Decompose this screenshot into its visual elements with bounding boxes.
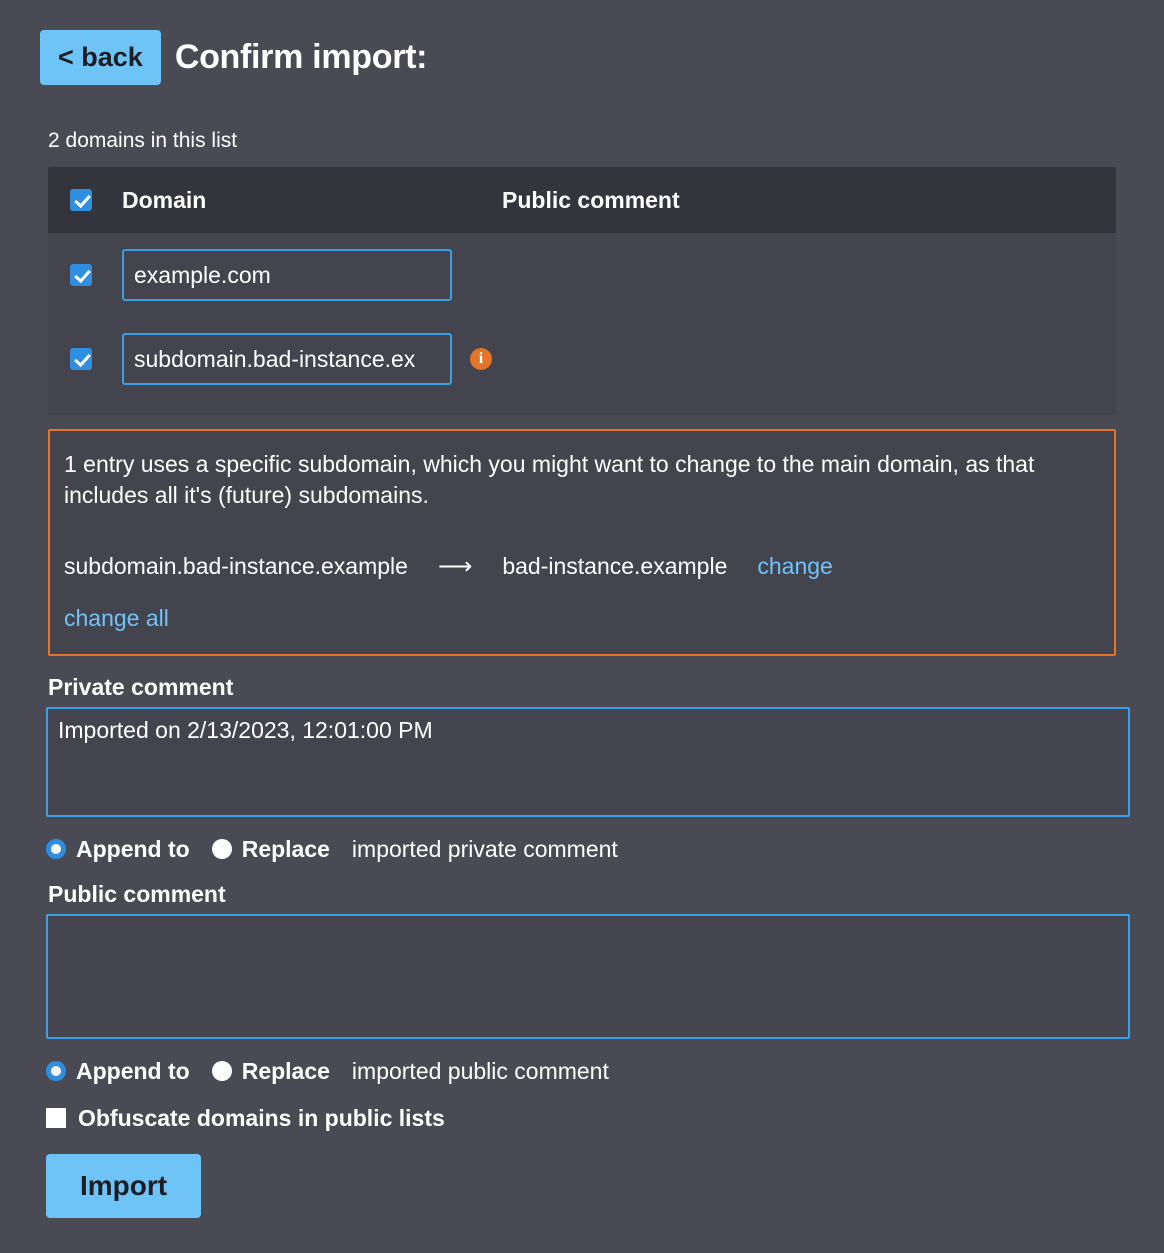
warning-suggestion-row xyxy=(64,552,1094,581)
row-checkbox[interactable] xyxy=(70,264,92,286)
private-append-label: Append to xyxy=(76,835,190,862)
arrow-right-icon: ⟶ xyxy=(437,552,473,580)
page-title: Confirm import: xyxy=(174,38,428,76)
table-body xyxy=(48,233,1116,415)
public-comment-input[interactable] xyxy=(46,914,1130,1039)
obfuscate-row[interactable] xyxy=(46,1105,1164,1132)
public-comment-mode-row xyxy=(46,1058,1164,1085)
domain-input[interactable] xyxy=(122,333,452,385)
private-mode-tail-text: imported private comment xyxy=(351,835,618,862)
warning-from-domain: subdomain.bad-instance.example xyxy=(64,552,408,579)
private-replace-label: Replace xyxy=(241,835,330,862)
row-checkbox[interactable] xyxy=(70,348,92,370)
subdomain-warning-panel xyxy=(48,429,1116,656)
public-mode-tail-text: imported public comment xyxy=(351,1057,609,1084)
domains-table xyxy=(48,167,1116,415)
table-row xyxy=(70,233,1116,317)
back-button[interactable]: < back xyxy=(40,30,161,85)
warning-to-domain: bad-instance.example xyxy=(502,552,728,579)
private-append-radio[interactable] xyxy=(46,839,66,859)
row-select-cell[interactable] xyxy=(70,264,122,286)
column-header-domain: Domain xyxy=(122,186,207,213)
table-row xyxy=(70,317,1116,401)
private-comment-mode-row xyxy=(46,836,1164,863)
obfuscate-label: Obfuscate domains in public lists xyxy=(78,1104,445,1131)
domain-count-text: 2 domains in this list xyxy=(48,129,238,152)
column-header-public-comment: Public comment xyxy=(502,186,680,213)
change-all-row xyxy=(64,605,1094,632)
obfuscate-checkbox[interactable] xyxy=(46,1108,66,1128)
select-all-checkbox[interactable] xyxy=(70,189,92,211)
select-all-cell[interactable] xyxy=(70,189,122,211)
change-link[interactable]: change xyxy=(757,552,833,579)
public-append-label: Append to xyxy=(76,1057,190,1084)
private-comment-label: Private comment xyxy=(48,673,234,700)
public-comment-label: Public comment xyxy=(48,880,226,907)
row-select-cell[interactable] xyxy=(70,348,122,370)
warning-message: 1 entry uses a specific subdomain, which you might want to change to the main domain, as that includes all it's (future) subdomains. xyxy=(64,451,1035,509)
page-header xyxy=(0,0,1164,85)
private-replace-radio[interactable] xyxy=(212,839,232,859)
public-append-radio[interactable] xyxy=(46,1061,66,1081)
public-replace-radio[interactable] xyxy=(212,1061,232,1081)
public-replace-label: Replace xyxy=(241,1057,330,1084)
info-icon[interactable]: i xyxy=(470,348,492,370)
change-all-link[interactable]: change all xyxy=(64,604,169,631)
import-button[interactable]: Import xyxy=(46,1154,201,1218)
private-comment-input[interactable] xyxy=(46,707,1130,817)
table-header-row xyxy=(48,167,1116,233)
domain-input[interactable] xyxy=(122,249,452,301)
